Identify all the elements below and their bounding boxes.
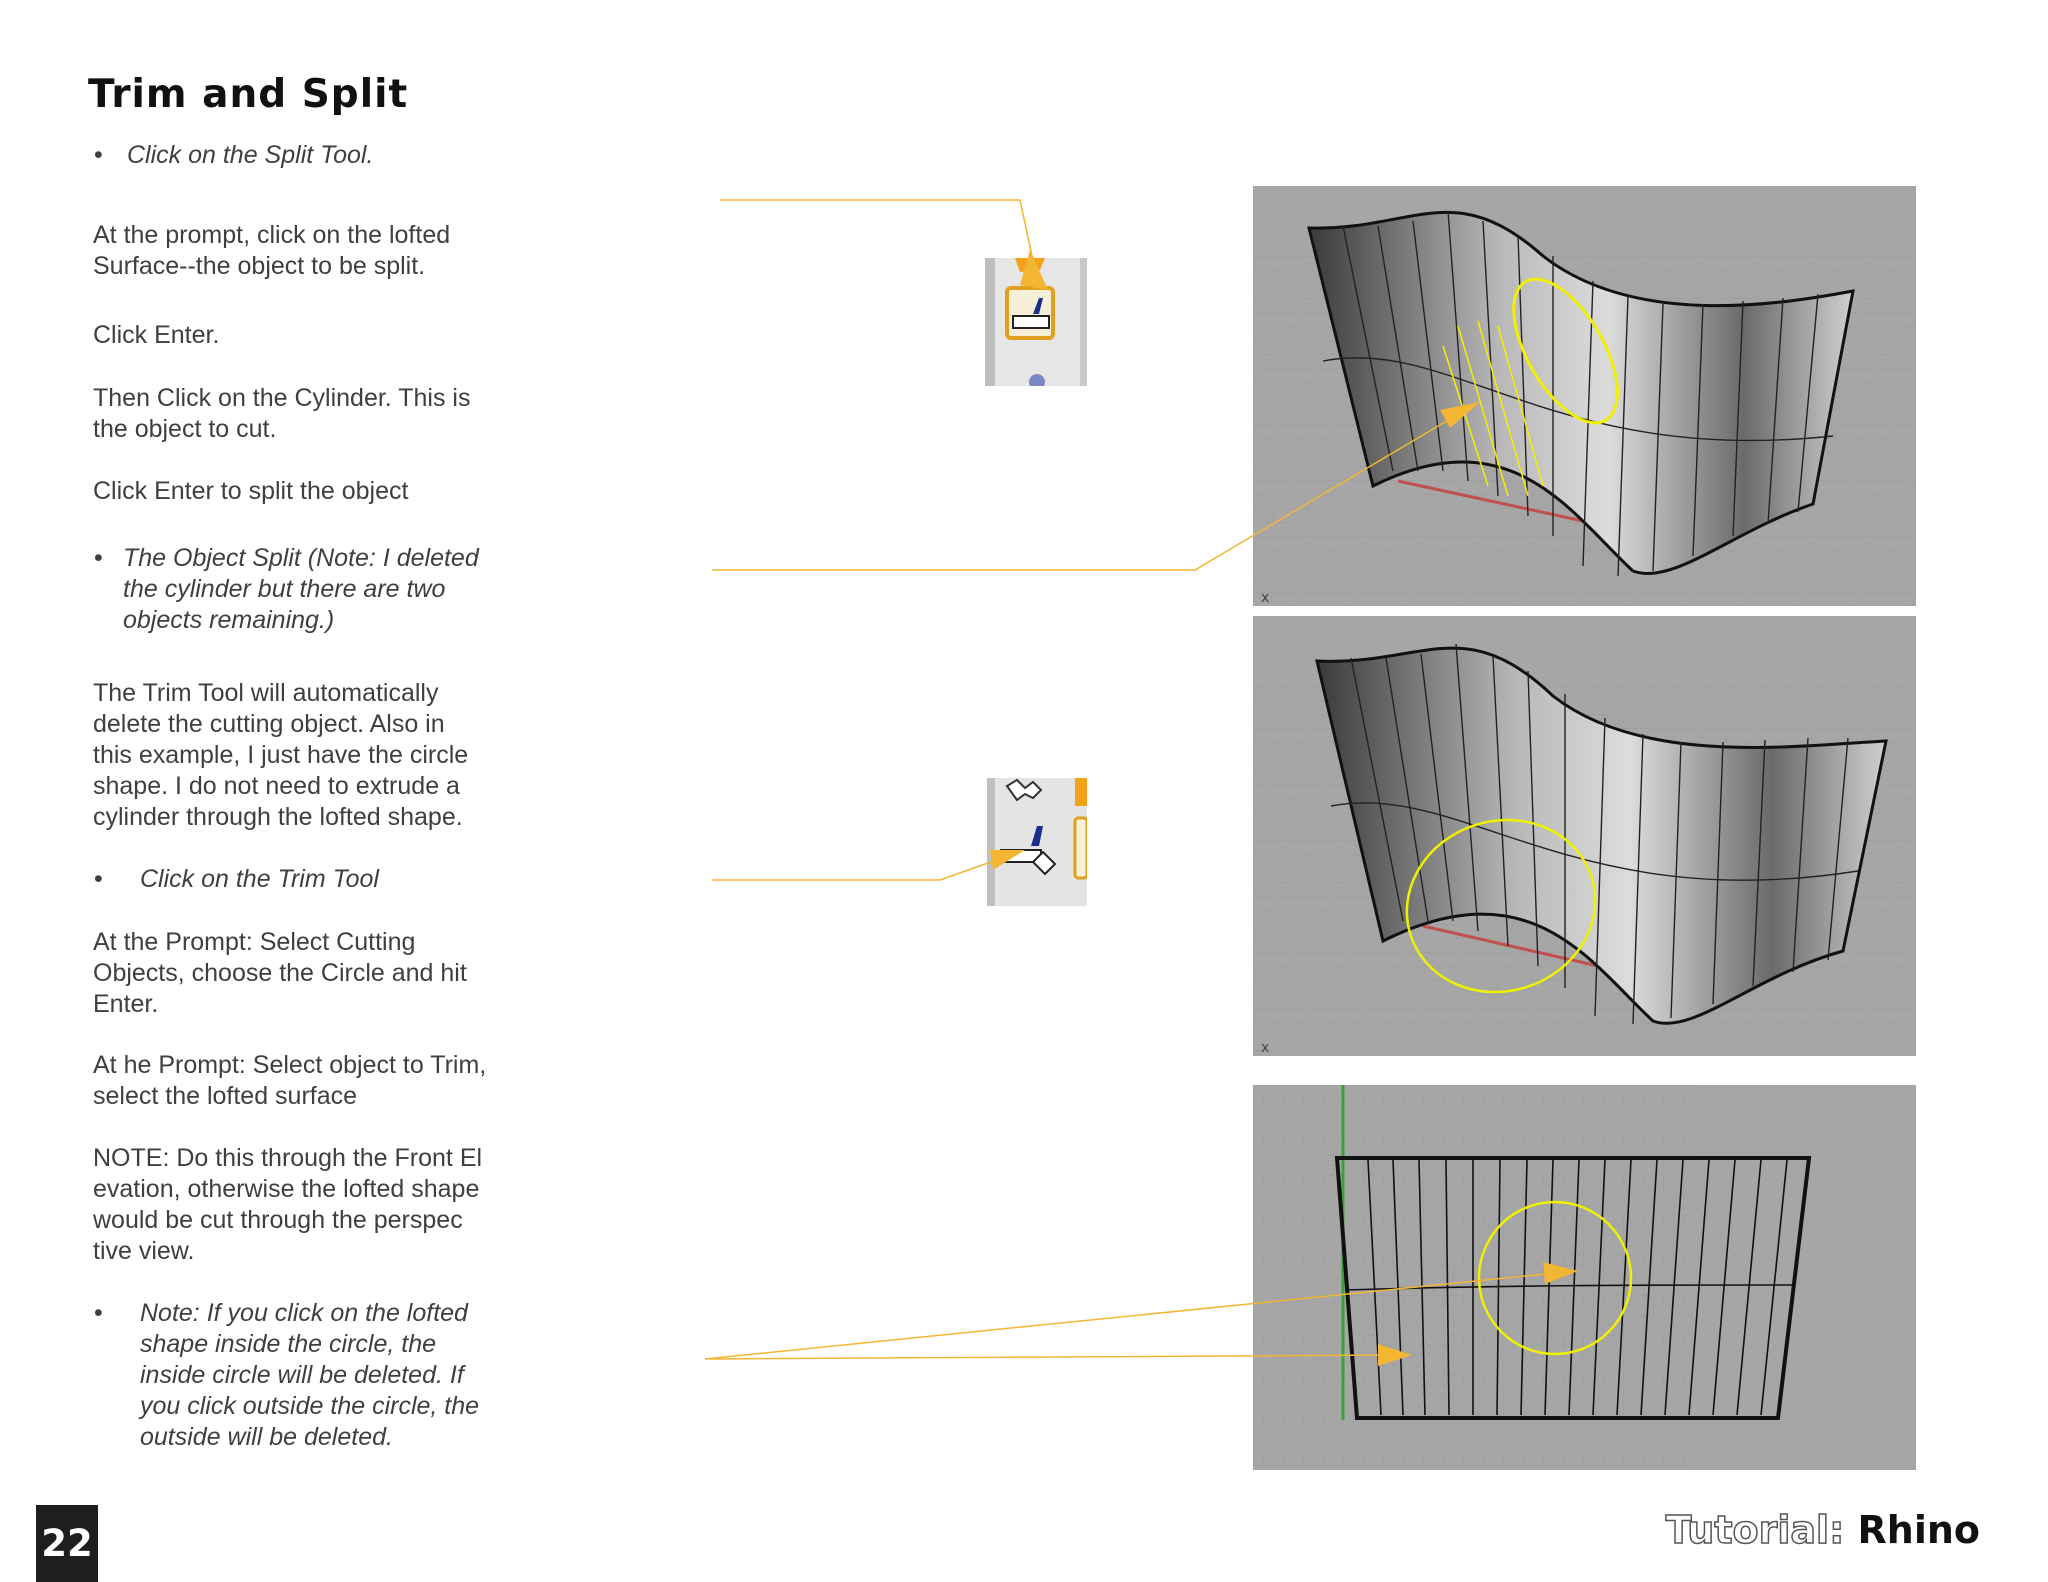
split-tool-toolbar <box>985 258 1087 386</box>
paragraph-note: NOTE: Do this through the Front El evation, otherwise the lofted shape would be cut through the perspec tive view. <box>93 1144 483 1265</box>
bullet-marker: • <box>94 141 103 169</box>
paragraph-cutting-objects: At the Prompt: Select Cutting Objects, choose the Circle and hit Enter. <box>93 928 467 1018</box>
step-split-tool: Click on the Split Tool. <box>127 141 374 169</box>
paragraph-enter: Click Enter. <box>93 321 220 349</box>
footer-label <box>1666 1508 1980 1552</box>
bullet-marker: • <box>94 865 103 893</box>
perspective-viewport-split <box>1253 186 1916 606</box>
footer-tutorial-text: Tutorial: <box>1665 1508 1845 1552</box>
step-note: Note: If you click on the lofted shape inside the circle, the inside circle will be deleted. If you click outside the circle, the outside will be deleted. <box>140 1299 480 1451</box>
paragraph-prompt: At the prompt, click on the lofted Surface--the object to be split. <box>93 221 451 280</box>
page-title: Trim and Split <box>88 72 409 117</box>
split-tool-icon[interactable] <box>1007 288 1053 338</box>
axis-label: x <box>1261 1040 1270 1056</box>
page-number: 22 <box>36 1505 98 1582</box>
paragraph-enter-split: Click Enter to split the object <box>93 477 409 505</box>
paragraph-trim-tool: The Trim Tool will automatically delete the cutting object. Also in this example, I just have the circle shape. I do not need to extrude a cylinder through the lofted shape. <box>93 679 469 831</box>
trim-tool-toolbar <box>987 778 1087 906</box>
step-object-split: The Object Split (Note: I deleted the cylinder but there are two objects remaining.) <box>123 544 479 634</box>
bullet-marker: • <box>94 544 103 572</box>
footer-rhino-text: Rhino <box>1857 1508 1980 1552</box>
front-viewport <box>1253 1085 1916 1470</box>
callout-line-trim-tool <box>712 857 1005 880</box>
step-trim-tool: Click on the Trim Tool <box>140 865 379 893</box>
bullet-marker: • <box>94 1299 103 1327</box>
paragraph-cylinder: Then Click on the Cylinder. This is the object to cut. <box>93 384 471 443</box>
paragraph-object-to-trim: At he Prompt: Select object to Trim, select the lofted surface <box>93 1051 487 1110</box>
perspective-viewport-trim <box>1253 616 1916 1056</box>
axis-label: x <box>1261 590 1270 606</box>
